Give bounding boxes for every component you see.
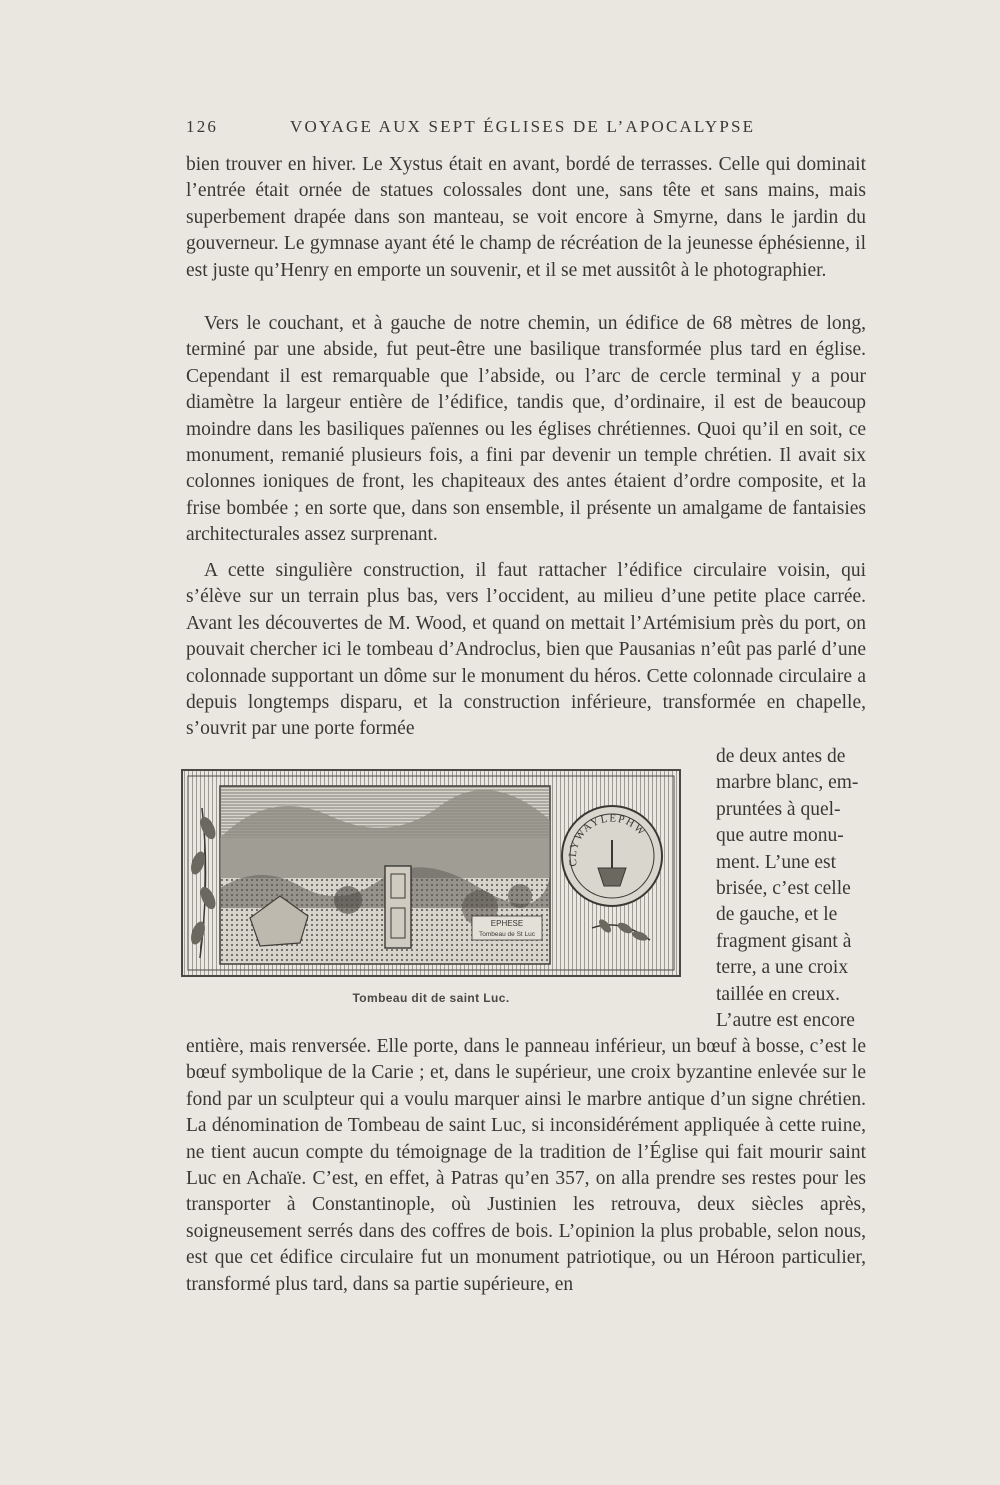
- wrap-line: marbre blanc, em-: [716, 772, 859, 794]
- wrap-line: que autre monu-: [716, 825, 844, 847]
- paragraph-1: bien trouver en hiver. Le Xystus était en avant, bordé de terrasses. Celle qui dominait l’entrée était ornée de statues colossales dont une, sans tête et sans mains, mais superbement drapée dans son manteau, se voit encore à Smyrne, dans le jardin du gouverneur. Le gymnase ayant été le champ de récréation de la jeunesse éphésienne, il est juste qu’Henry en emporte un souvenir, et il se met aussitôt à le photographier.: [186, 154, 866, 281]
- wrap-line: ment. L’une est: [716, 851, 837, 873]
- coin-legend: CLYWAYLEPHW: [566, 812, 649, 868]
- wrap-line: de deux antes de: [716, 746, 846, 767]
- plaque-line-1: EPHESE: [490, 919, 524, 928]
- wrap-line: brisée, c’est celle: [716, 878, 851, 900]
- wrap-line: terre, a une croix: [716, 957, 849, 979]
- wrap-line: pruntées à quel-: [716, 798, 841, 820]
- paragraph-3-wrap-column: [716, 744, 866, 1034]
- paragraph-3-top: A cette singulière construction, il faut rattacher l’édifice circulaire voisin, qui s’élève sur un terrain plus bas, vers l’occident, au milieu d’une petite place carrée. Avant les découvertes de M. Wood, et quand on mettait l’Artémisium près du port, on pouvait chercher ici le tombeau d’Androclus, bien que Pausanias n’eût pas parlé d’une colonnade supportant un dôme sur le monument du héros. Cette colonnade circulaire a depuis longtemps disparu, et la construction inférieure, transformée en chapelle, s’ouvrit par une porte formée: [186, 560, 866, 740]
- wrap-line: fragment gisant à: [716, 930, 852, 952]
- engraving-figure: [180, 768, 682, 978]
- wrap-line: L’autre est encore: [716, 1010, 855, 1032]
- engraving-illustration: [180, 768, 682, 978]
- running-title: VOYAGE AUX SEPT ÉGLISES DE L’APOCALYPSE: [290, 117, 756, 136]
- wrap-line: de gauche, et le: [716, 904, 838, 926]
- page-number: 126: [186, 117, 219, 136]
- paragraph-3-bottom: entière, mais renversée. Elle porte, dans le panneau inférieur, un bœuf à bosse, c’est le bœuf symbolique de la Carie ; et, dans le supérieur, une croix byzantine enlevée sur le fond par un sculpteur qui a voulu marquer ainsi le marbre antique d’un signe chrétien. La dénomination de Tombeau de saint Luc, si inconsidérément appliquée à cette ruine, ne tient aucun compte du témoignage de la tradition de l’Église qui fait mourir saint Luc en Achaïe. C’est, en effet, à Patras qu’en 357, on alla prendre ses restes pour les transporter à Constantinople, où Justinien les retrouva, deux siècles après, soigneusement serrés dans des coffres de bois. L’opinion la plus probable, selon nous, est que cet édifice circulaire fut un monument patriotique, ou un Héroon particulier, transformé plus tard, dans sa partie supérieure, en: [186, 1036, 866, 1295]
- wrap-line: taillée en creux.: [716, 983, 840, 1005]
- paragraph-2: Vers le couchant, et à gauche de notre chemin, un édifice de 68 mètres de long, terminé par une abside, fut peut-être une basilique transformée plus tard en église. Cependant il est remarquable que l’abside, ou l’arc de cercle terminal y a pour diamètre la largeur entière de l’édifice, tandis que, d’ordinaire, il est de beaucoup moindre dans les basiliques païennes ou les églises chrétiennes. Quoi qu’il en soit, ce monument, remanié plusieurs fois, a fini par devenir un temple chrétien. Il avait six colonnes ioniques de front, les chapiteaux des antes étaient d’ordre composite, et la frise bombée ; en sorte que, dans son ensemble, il présente un amalgame de fantaisies architecturales assez surprenant.: [186, 313, 866, 546]
- stele: [385, 866, 411, 948]
- running-header: [186, 117, 866, 143]
- plaque-line-2: Tombeau de St Luc: [478, 931, 536, 938]
- figure-caption: Tombeau dit de saint Luc.: [352, 991, 510, 1005]
